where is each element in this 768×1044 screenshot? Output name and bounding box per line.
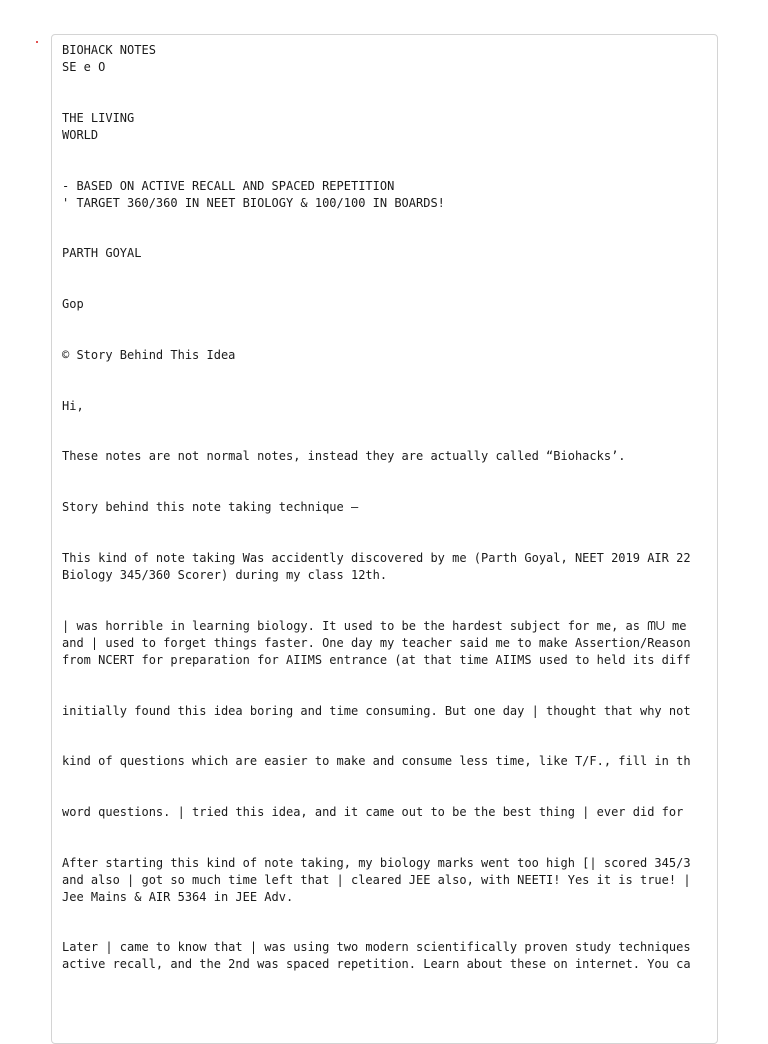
doc-line: These notes are not normal notes, instead they are actually called “Biohacks’. — [62, 449, 626, 463]
doc-line: word questions. | tried this idea, and it came out to be the best thing | ever did for — [62, 805, 684, 819]
doc-line: SE e O — [62, 60, 106, 74]
document-content — [62, 35, 691, 971]
document-text-block — [51, 34, 718, 1044]
doc-line: BIOHACK NOTES — [62, 43, 156, 57]
doc-line: Jee Mains & AIR 5364 in JEE Adv. — [62, 890, 294, 904]
doc-line: © Story Behind This Idea — [62, 348, 236, 362]
doc-line: Gop — [62, 297, 84, 311]
doc-line: After starting this kind of note taking, my biology marks went too high [| scored 345/3 — [62, 856, 691, 870]
doc-line: PARTH GOYAL — [62, 246, 142, 260]
doc-line: ' TARGET 360/360 IN NEET BIOLOGY & 100/100 IN BOARDS! — [62, 196, 445, 210]
doc-line: Later | came to know that | was using two modern scientifically proven study techniques — [62, 940, 691, 954]
doc-line: Story behind this note taking technique — — [62, 500, 359, 514]
doc-line: kind of questions which are easier to make and consume less time, like T/F., fill in th — [62, 754, 691, 768]
doc-line: Hi, — [62, 399, 84, 413]
doc-line: THE LIVING — [62, 111, 135, 125]
doc-line: from NCERT for preparation for AIIMS entrance (at that time AIIMS used to held its diff — [62, 653, 691, 667]
doc-line: initially found this idea boring and time consuming. But one day | thought that why not — [62, 704, 691, 718]
doc-line: and also | got so much time left that | cleared JEE also, with NEETI! Yes it is true! | — [62, 873, 691, 887]
doc-line: and | used to forget things faster. One day my teacher said me to make Assertion/Reason — [62, 636, 691, 650]
doc-line: - BASED ON ACTIVE RECALL AND SPACED REPETITION — [62, 179, 395, 193]
doc-line: | was horrible in learning biology. It used to be the hardest subject for me, as ᗰᑌ me — [62, 619, 687, 633]
doc-line: active recall, and the 2nd was spaced repetition. Learn about these on internet. You ca — [62, 957, 691, 971]
doc-line: WORLD — [62, 128, 99, 142]
doc-line: This kind of note taking Was accidently discovered by me (Parth Goyal, NEET 2019 AIR 22 — [62, 551, 691, 565]
bullet-marker — [36, 41, 38, 43]
doc-line: Biology 345/360 Scorer) during my class 12th. — [62, 568, 388, 582]
